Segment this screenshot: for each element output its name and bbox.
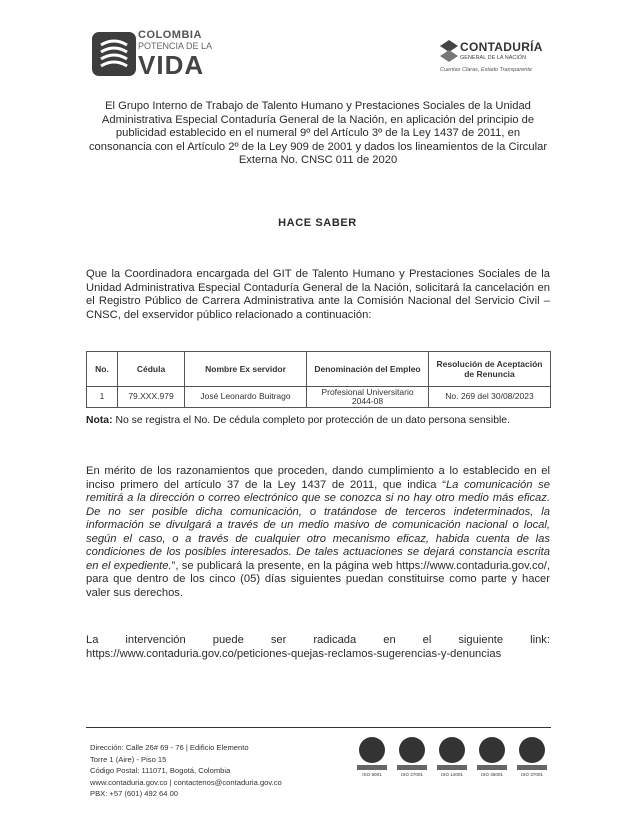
cell-resolution: No. 269 del 30/08/2023 — [429, 387, 551, 408]
certification-seals — [356, 737, 556, 799]
column-header-number: No. — [87, 352, 118, 387]
column-header-resolution: Resolución de Aceptación de Renuncia — [429, 352, 551, 387]
intervention-paragraph: La intervención puede ser radicada en el siguiente link: https://www.contaduria.gov.co/peticiones-quejas-reclamos-sugerencias-y-denuncias — [86, 634, 550, 660]
certification-seal — [396, 737, 428, 777]
footer-floor: Torre 1 (Aire) - Piso 15 — [90, 754, 167, 764]
logo-text-potencia: POTENCIA DE LA — [138, 41, 213, 51]
exservant-table — [86, 351, 551, 408]
logo-slogan: Cuentas Claras, Estado Transparente — [440, 67, 532, 73]
footer-divider — [86, 727, 551, 728]
column-header-cedula: Cédula — [118, 352, 185, 387]
vida-waves-icon — [92, 32, 136, 76]
law-quote: La comunicación se remitirá a la dirección o correo electrónico que se conozca si no hay otro medio más eficaz. De no ser posible dicha comunicación, o tratándose de terceros indeterminados, la información se divulgará a través de un medio masivo de comunicación nacional o local, según el caso, o a través de cualquier otro mecanismo eficaz, habida cuenta de las condiciones de los posibles interesados. De tales actuaciones se dejará constancia escrita en el expediente. — [86, 478, 550, 572]
colombia-potencia-de-la-vida-logo — [92, 30, 227, 80]
cell-name: José Leonardo Buitrago — [185, 387, 307, 408]
certification-seal — [476, 737, 508, 777]
certification-seal-icon — [519, 737, 545, 763]
logo-text-contaduria: CONTADURÍA — [460, 40, 543, 54]
cell-position: Profesional Universitario 2044-08 — [307, 387, 429, 408]
certification-seal — [356, 737, 388, 777]
column-header-name: Nombre Ex servidor — [185, 352, 307, 387]
note-label: Nota: — [86, 415, 113, 426]
certification-seal — [516, 737, 548, 777]
column-header-position: Denominación del Empleo — [307, 352, 429, 387]
legal-basis-tail: ”, se publicará la presente, en la página web https://www.contaduria.gov.co/, para que dentro de los cinco (05) días siguientes puedan constituirse como parte y hacer valer sus derechos. — [86, 559, 551, 599]
certification-label: ISO 45001 — [481, 772, 503, 777]
certification-label: ISO 37001 — [521, 772, 543, 777]
legal-basis-paragraph — [86, 465, 550, 600]
certification-label: ISO 9001 — [362, 772, 382, 777]
legal-basis-lead: En mérito de los razonamientos que proceden, dando cumplimiento a lo establecido en el inciso primero del artículo 37 de la Ley 1437 de 2011, que indica “ — [86, 465, 550, 491]
table-header-row — [87, 352, 551, 387]
certification-seal-icon — [399, 737, 425, 763]
table-note — [86, 415, 550, 428]
note-text: No se registra el No. De cédula completo por protección de un dato persona sensible. — [112, 415, 510, 426]
logo-text-general-nacion: GENERAL DE LA NACIÓN — [460, 55, 527, 61]
certification-seal-icon — [479, 737, 505, 763]
logo-text-colombia: COLOMBIA — [138, 29, 202, 41]
certification-seal-icon — [439, 737, 465, 763]
certification-label: ISO 27001 — [401, 772, 423, 777]
footer-address: Dirección: Calle 26# 69 - 76 | Edificio Elemento — [90, 743, 249, 752]
footer-contact — [90, 742, 345, 800]
certification-label: ISO 14001 — [441, 772, 463, 777]
footer-postal-code: Código Postal: 111071, Bogotá, Colombia — [90, 766, 231, 775]
intro-paragraph: El Grupo Interno de Trabajo de Talento Humano y Prestaciones Sociales de la Unidad Administrativa Especial Contaduría General de la Nación, en aplicación del principio de publicidad establecido en el numeral 9º del Artículo 3º de la Ley 1437 de 2011, en consonancia con el Artículo 2º de la Ley 909 de 2001 y dados los lineamientos de la Circular Externa No. CNSC 011 de 2020 — [88, 100, 548, 166]
document-title: HACE SABER — [278, 217, 357, 229]
cell-cedula: 79.XXX.979 — [118, 387, 185, 408]
contaduria-logo — [440, 38, 552, 78]
contaduria-emblem-icon — [440, 40, 458, 62]
table-row — [87, 387, 551, 408]
footer-web-email: www.contaduria.gov.co | contactenos@contaduria.gov.co — [90, 777, 282, 787]
certification-seal — [436, 737, 468, 777]
notice-paragraph: Que la Coordinadora encargada del GIT de Talento Humano y Prestaciones Sociales de la Unidad Administrativa Especial Contaduría General de la Nación, solicitará la cancelación en el Registro Público de Carrera Administrativa ante la Comisión Nacional del Servicio Civil – CNSC, del exservidor público relacionado a continuación: — [86, 268, 550, 321]
cell-number: 1 — [87, 387, 118, 408]
logo-text-vida: VIDA — [138, 50, 205, 80]
certification-seal-icon — [359, 737, 385, 763]
footer-phone: PBX: +57 (601) 492 64 00 — [90, 789, 179, 798]
